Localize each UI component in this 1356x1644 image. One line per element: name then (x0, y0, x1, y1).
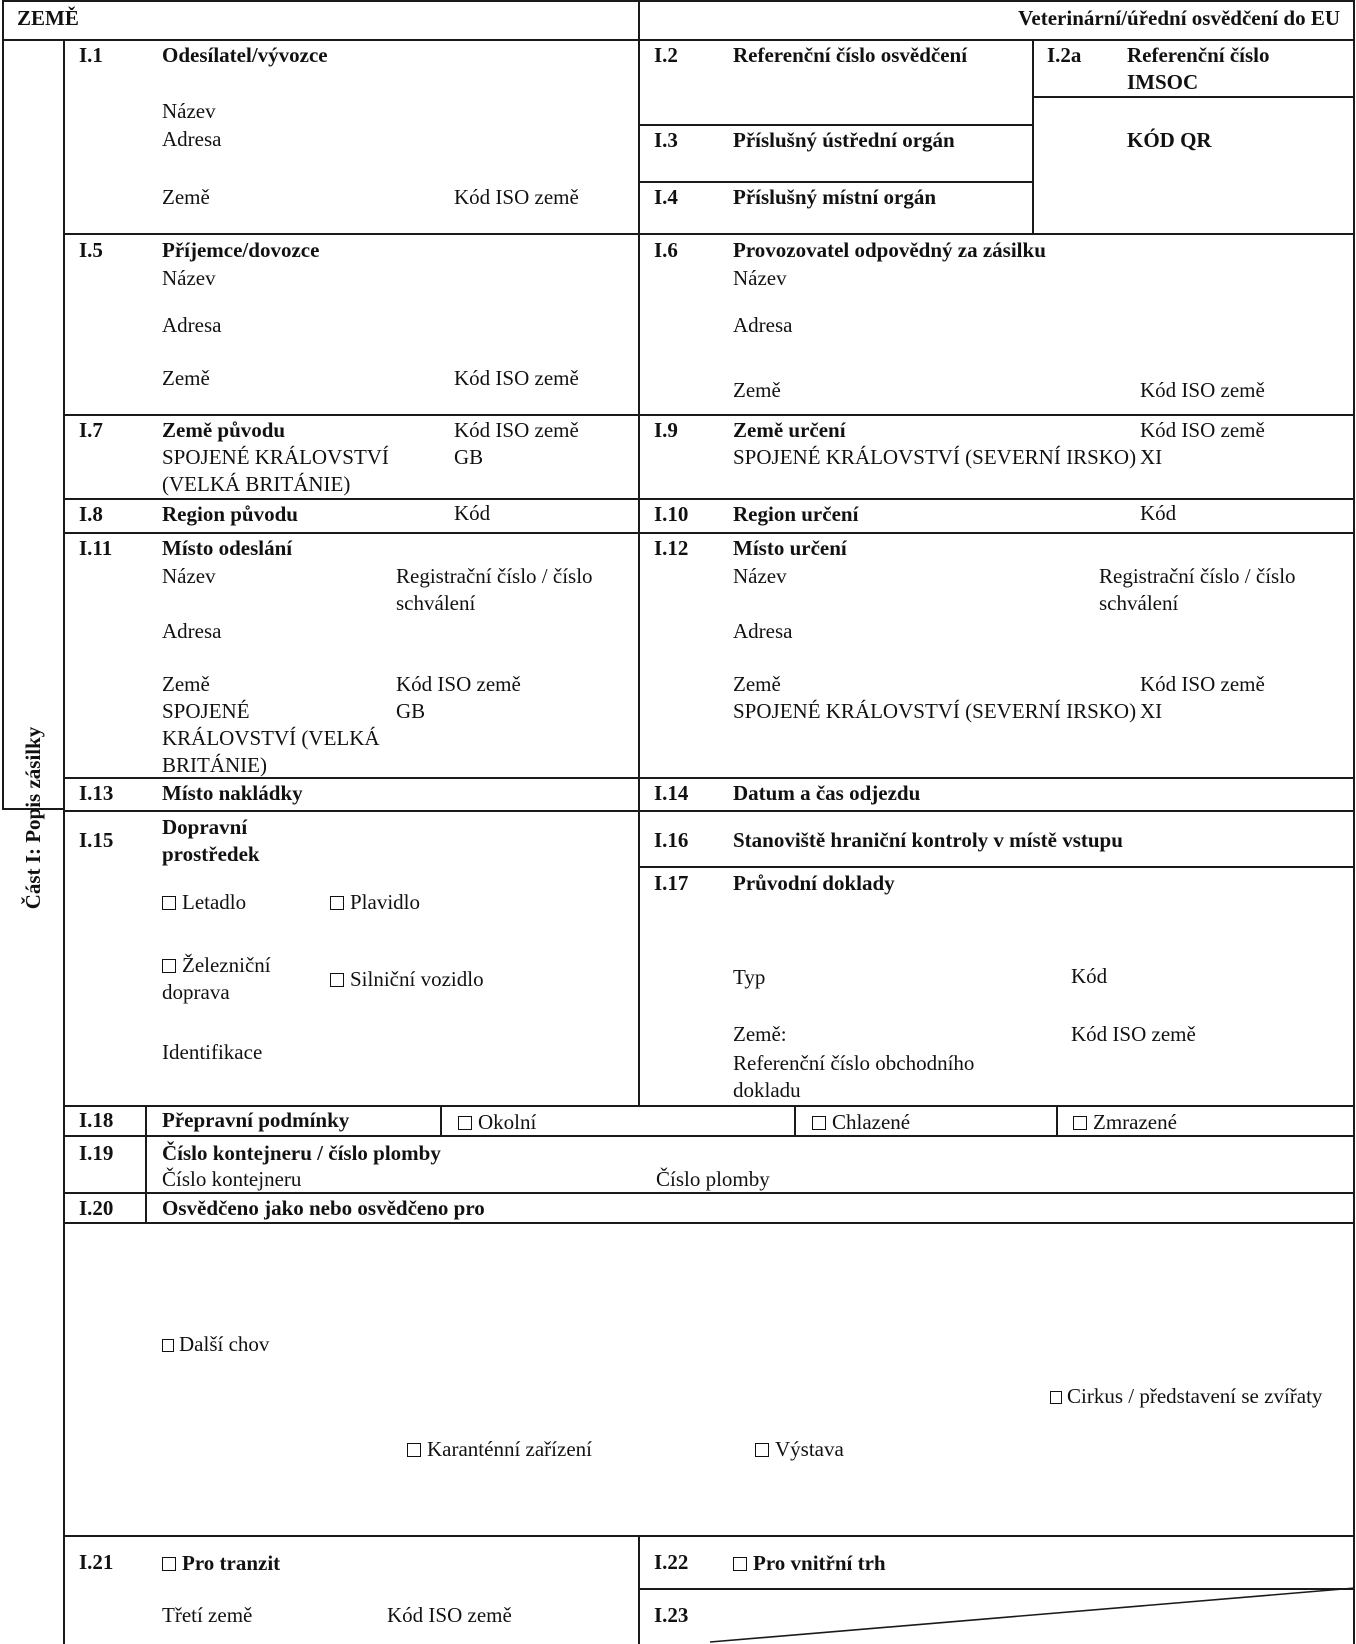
i11-country-label: Země (162, 672, 210, 696)
i2a-title-line2: IMSOC (1127, 70, 1199, 94)
condition-chilled-option[interactable] (812, 1109, 910, 1136)
chilled-label: Chlazené (832, 1110, 911, 1134)
i16-number: I.16 (654, 828, 689, 852)
i2a-number: I.2a (1047, 43, 1082, 67)
quarantine-label: Karanténní zařízení (427, 1437, 592, 1461)
transit-checkbox[interactable] (162, 1557, 176, 1571)
i17-iso-label: Kód ISO země (1071, 1022, 1196, 1046)
ambient-checkbox[interactable] (458, 1116, 472, 1130)
certificate-title: Veterinární/úřední osvědčení do EU (1018, 6, 1340, 30)
i10-number: I.10 (654, 502, 689, 526)
vessel-label: Plavidlo (350, 890, 421, 914)
i2-number: I.2 (654, 43, 678, 67)
i12-title: Místo určení (733, 536, 847, 560)
transit-label: Pro tranzit (182, 1551, 281, 1575)
i9-value: SPOJENÉ KRÁLOVSTVÍ (SEVERNÍ IRSKO) (733, 445, 1137, 469)
internal-market-checkbox[interactable] (733, 1557, 747, 1571)
i6-iso-label: Kód ISO země (1140, 378, 1265, 402)
i12-iso-label: Kód ISO země (1140, 672, 1265, 696)
i1-title: Odesílatel/vývozce (162, 43, 328, 67)
i2a-title-line1: Referenční číslo (1127, 43, 1270, 67)
i8-code-label: Kód (454, 501, 491, 525)
i18-number: I.18 (79, 1108, 114, 1132)
i5-name-label: Název (162, 266, 216, 290)
i23-diagonal (710, 1586, 1356, 1644)
i11-iso-label: Kód ISO země (396, 672, 521, 696)
i13-number: I.13 (79, 781, 114, 805)
i7-value-line1: SPOJENÉ KRÁLOVSTVÍ (162, 445, 389, 469)
breeding-checkbox[interactable] (162, 1339, 174, 1352)
qr-code-label: KÓD QR (1127, 128, 1212, 152)
i2-title: Referenční číslo osvědčení (733, 43, 968, 67)
i11-value-line3: BRITÁNIE) (162, 753, 267, 777)
i6-number: I.6 (654, 238, 678, 262)
i1-number: I.1 (79, 43, 103, 67)
i5-title: Příjemce/dovozce (162, 238, 320, 262)
i12-iso-value: XI (1140, 699, 1163, 723)
i15-number: I.15 (79, 828, 114, 852)
purpose-circus-option[interactable] (1050, 1383, 1322, 1410)
rail-checkbox[interactable] (162, 959, 176, 973)
i17-country-label: Země: (733, 1022, 787, 1046)
i20-number: I.20 (79, 1196, 114, 1220)
i1-name-label: Název (162, 99, 216, 123)
i11-iso-value: GB (396, 699, 426, 723)
i16-title: Stanoviště hraniční kontroly v místě vstupu (733, 828, 1123, 852)
i17-number: I.17 (654, 871, 689, 895)
i17-type-label: Typ (733, 965, 766, 989)
i17-title: Průvodní doklady (733, 871, 895, 895)
internal-market-option[interactable] (733, 1550, 886, 1577)
exhibition-label: Výstava (775, 1437, 844, 1461)
i20-title: Osvědčeno jako nebo osvědčeno pro (162, 1196, 485, 1220)
transport-rail-option[interactable] (162, 952, 271, 979)
circus-checkbox[interactable] (1050, 1391, 1062, 1404)
i19-number: I.19 (79, 1141, 114, 1165)
purpose-exhibition-option[interactable] (755, 1436, 844, 1463)
i11-title: Místo odeslání (162, 536, 293, 560)
road-checkbox[interactable] (330, 973, 344, 987)
condition-frozen-option[interactable] (1073, 1109, 1177, 1136)
i7-number: I.7 (79, 418, 103, 442)
i23-number: I.23 (654, 1603, 689, 1627)
i9-title: Země určení (733, 418, 846, 442)
quarantine-checkbox[interactable] (407, 1443, 421, 1457)
i11-value-line2: KRÁLOVSTVÍ (VELKÁ (162, 726, 380, 750)
i12-value: SPOJENÉ KRÁLOVSTVÍ (SEVERNÍ IRSKO) (733, 699, 1137, 723)
i6-country-label: Země (733, 378, 781, 402)
circus-label: Cirkus / představení se zvířaty (1067, 1384, 1323, 1408)
i7-iso-value: GB (454, 445, 484, 469)
breeding-label: Další chov (179, 1332, 270, 1356)
i9-iso-label: Kód ISO země (1140, 418, 1265, 442)
i12-reg-line2: schválení (1099, 591, 1179, 615)
vessel-checkbox[interactable] (330, 896, 344, 910)
aircraft-checkbox[interactable] (162, 896, 176, 910)
rail-label-line2: doprava (162, 980, 230, 1004)
internal-market-label: Pro vnitřní trh (753, 1551, 886, 1575)
road-label: Silniční vozidlo (350, 967, 484, 991)
i18-title: Přepravní podmínky (162, 1108, 350, 1132)
i7-iso-label: Kód ISO země (454, 418, 579, 442)
header-country: ZEMĚ (17, 6, 79, 30)
i19-seal-label: Číslo plomby (656, 1167, 770, 1191)
i6-name-label: Název (733, 266, 787, 290)
i5-address-label: Adresa (162, 313, 222, 337)
i22-number: I.22 (654, 1550, 689, 1574)
i11-reg-line1: Registrační číslo / číslo (396, 564, 593, 588)
i7-value-line2: (VELKÁ BRITÁNIE) (162, 472, 351, 496)
i17-ref-line2: dokladu (733, 1078, 801, 1102)
i6-title: Provozovatel odpovědný za zásilku (733, 238, 1046, 262)
i1-iso-label: Kód ISO země (454, 185, 579, 209)
purpose-quarantine-option[interactable] (407, 1436, 592, 1463)
i12-country-label: Země (733, 672, 781, 696)
transport-aircraft-option[interactable] (162, 889, 246, 916)
ambient-label: Okolní (478, 1110, 537, 1134)
i3-number: I.3 (654, 128, 678, 152)
chilled-checkbox[interactable] (812, 1116, 826, 1130)
i6-address-label: Adresa (733, 313, 793, 337)
i13-title: Místo nakládky (162, 781, 303, 805)
i1-country-label: Země (162, 185, 210, 209)
transport-road-option[interactable] (330, 966, 484, 993)
i11-value-line1: SPOJENÉ (162, 699, 250, 723)
i11-name-label: Název (162, 564, 216, 588)
i19-container-label: Číslo kontejneru (162, 1167, 302, 1191)
i5-number: I.5 (79, 238, 103, 262)
i9-iso-value: XI (1140, 445, 1163, 469)
frozen-label: Zmrazené (1093, 1110, 1177, 1134)
i8-number: I.8 (79, 502, 103, 526)
i4-title: Příslušný místní orgán (733, 185, 937, 209)
i7-title: Země původu (162, 418, 286, 442)
i11-reg-line2: schválení (396, 591, 476, 615)
i17-code-label: Kód (1071, 964, 1108, 988)
purpose-breeding-option[interactable] (162, 1331, 269, 1358)
i21-iso-label: Kód ISO země (387, 1603, 512, 1627)
i19-title: Číslo kontejneru / číslo plomby (162, 1141, 441, 1165)
rail-label-line1: Železniční (182, 953, 271, 977)
i8-title: Region původu (162, 502, 298, 526)
i12-number: I.12 (654, 536, 689, 560)
exhibition-checkbox[interactable] (755, 1443, 769, 1457)
condition-ambient-option[interactable] (458, 1109, 536, 1136)
i10-title: Region určení (733, 502, 859, 526)
i4-number: I.4 (654, 185, 678, 209)
transport-vessel-option[interactable] (330, 889, 420, 916)
i11-number: I.11 (79, 536, 113, 560)
i14-number: I.14 (654, 781, 689, 805)
i12-reg-line1: Registrační číslo / číslo (1099, 564, 1296, 588)
i5-country-label: Země (162, 366, 210, 390)
transit-option[interactable] (162, 1550, 280, 1577)
i21-number: I.21 (79, 1550, 114, 1574)
i5-iso-label: Kód ISO země (454, 366, 579, 390)
frozen-checkbox[interactable] (1073, 1116, 1087, 1130)
i10-code-label: Kód (1140, 501, 1177, 525)
i11-address-label: Adresa (162, 619, 222, 643)
i17-ref-line1: Referenční číslo obchodního (733, 1051, 975, 1075)
part-label: Část I: Popis zásilky (21, 726, 45, 910)
i9-number: I.9 (654, 418, 678, 442)
i21-third-country-label: Třetí země (162, 1603, 253, 1627)
aircraft-label: Letadlo (182, 890, 247, 914)
i3-title: Příslušný ústřední orgán (733, 128, 955, 152)
i12-name-label: Název (733, 564, 787, 588)
i15-identification-label: Identifikace (162, 1040, 263, 1064)
i14-title: Datum a čas odjezdu (733, 781, 921, 805)
i15-title-line2: prostředek (162, 842, 260, 866)
i15-title-line1: Dopravní (162, 815, 248, 839)
i1-address-label: Adresa (162, 127, 222, 151)
i12-address-label: Adresa (733, 619, 793, 643)
